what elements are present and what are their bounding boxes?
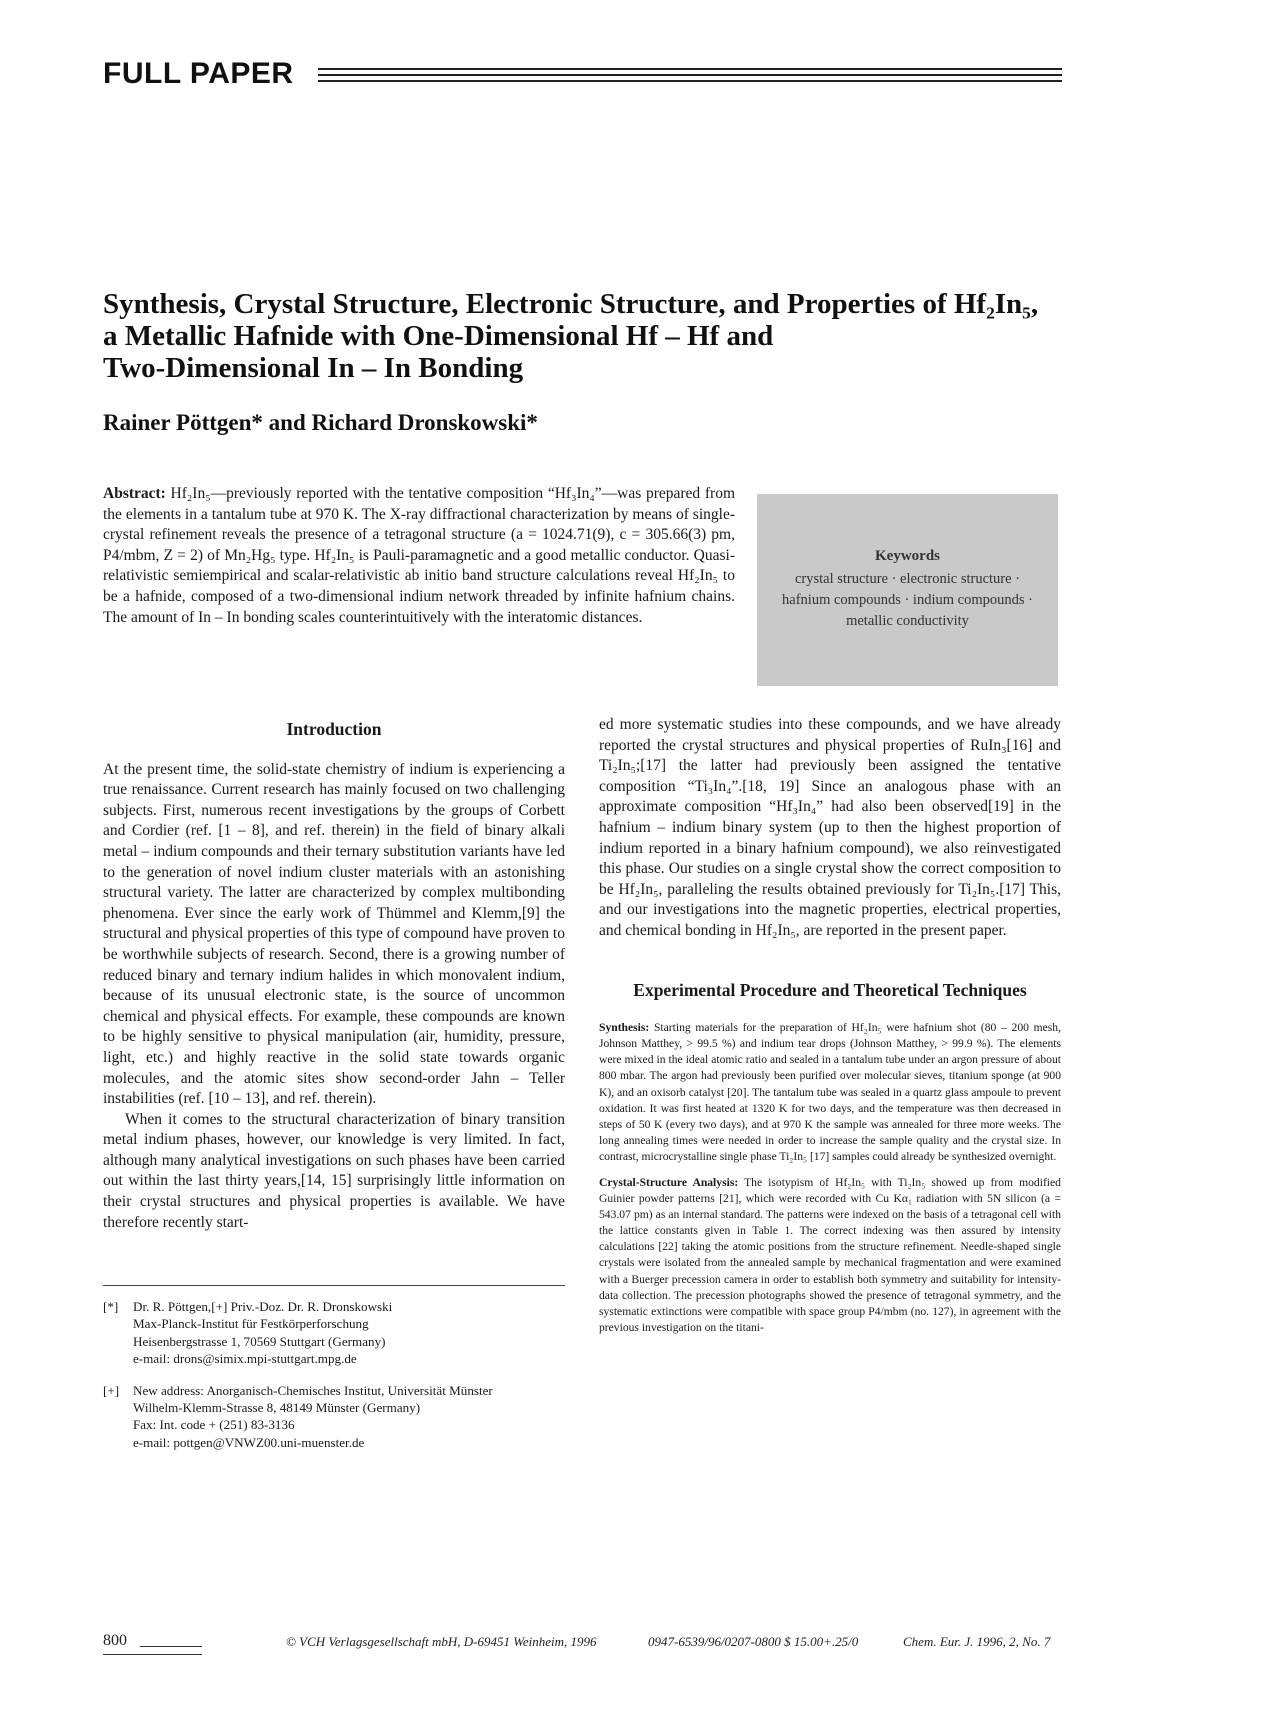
footnote-author <box>103 1298 565 1368</box>
page-number-rule <box>140 1646 202 1647</box>
footnote-line: Dr. R. Pöttgen,[+] Priv.-Doz. Dr. R. Dronskowski <box>133 1299 393 1314</box>
footnote-line: Wilhelm-Klemm-Strasse 8, 48149 Münster (Germany) <box>133 1400 421 1416</box>
intro-paragraph-2-continued: ed more systematic studies into these compounds, and we have already reported the crystal structures and physical properties of RuIn₃[16] and Ti₂In₅;[17] the latter had previously been assigned the tentative composition “Ti₃In₄”.[18, 19] Since an analogous phase with an approximate composition “Hf₃In₄” had also been observed[19] in the hafnium – indium binary system (up to then the highest proportion of indium reported in a binary hafnium compound), we also reinvestigated this phase. Our studies on a single crystal show the correct composition to be Hf₂In₅, paralleling the results obtained previously for Ti₂In₅.[17] This, and our investigations into the magnetic properties, electrical properties, and chemical bonding in Hf₂In₅, are reported in the present paper. <box>599 716 1061 939</box>
footnote-line: New address: Anorganisch-Chemisches Institut, Universität Münster <box>133 1382 493 1398</box>
crystal-structure-paragraph <box>599 1175 1061 1336</box>
footnote-line: e-mail: drons@simix.mpi-stuttgart.mpg.de <box>133 1351 357 1367</box>
right-column <box>599 715 1061 1344</box>
title-line-3: Two-Dimensional In – In Bonding <box>103 352 524 384</box>
keywords-box <box>757 494 1058 686</box>
left-column <box>103 715 565 1233</box>
abstract <box>103 484 735 628</box>
crystal-structure-label: Crystal-Structure Analysis: <box>599 1175 739 1189</box>
footnote-line: Fax: Int. code + (251) 83-3136 <box>133 1417 295 1433</box>
authors: Rainer Pöttgen* and Richard Dronskowski* <box>103 410 538 435</box>
footnote-mark: [*] <box>103 1299 119 1314</box>
footnotes <box>103 1284 565 1451</box>
header-rules <box>318 68 1062 92</box>
synthesis-label: Synthesis: <box>599 1021 650 1035</box>
page-number: 800 <box>103 1632 127 1649</box>
title-line-2: a Metallic Hafnide with One-Dimensional Hf – Hf and <box>103 320 774 352</box>
intro-paragraph-1: At the present time, the solid-state chemistry of indium is experiencing a true renaissance. Current research has mainly focused on two challenging subjects. First, numerous recent investigations by the groups of Corbett and Cordier (ref. [1 – 8], and ref. therein) in the field of binary alkali metal – indium compounds and their ternary substitution variants have led to the generation of novel indium cluster materials with an astonishing structural variety. The latter are characterized by complex multibonding phenomena. Ever since the early work of Thümmel and Klemm,[9] the structural and physical properties of this type of compound have proven to be worthwhile subjects of research. Second, there is a growing number of reduced binary and ternary indium halides in which monovalent indium, because of its unusual electronic state, is the source of uncommon chemical and physical effects. For example, these compounds are known to be highly sensitive to physical manipulation (air, humidity, pressure, light, etc.) and highly reactive in the solid state towards organic molecules, and the atomic sites show second-order Jahn – Teller instabilities (ref. [10 – 13], and ref. therein). <box>103 760 565 1108</box>
footnote-mark: [+] <box>103 1382 120 1398</box>
crystal-structure-text: The isotypism of Hf₂In₅ with Ti₂In₅ showed up from modified Guinier powder patterns [21], which were recorded with Cu Kα₁ radiation with 5N silicon (a = 543.07 pm) as an internal standard. The patterns were indexed on the basis of a tetragonal cell with the lattice constants given in Table 1. The correct indexing was then assured by intensity calculations [22] taking the atomic positions from the structure refinement. Needle-shaped single crystals were isolated from the annealed sample by mechanical fragmentation and were examined with a Buerger precession camera in order to establish both symmetry and suitability for intensity-data collection. The precession photographs showed the presence of tetragonal symmetry, and the systematic extinctions were compatible with space group P4/mbm (no. 127), in agreement with the previous investigation on the titani- <box>599 1175 1061 1334</box>
abstract-text: Hf₂In₅—previously reported with the tentative composition “Hf₃In₄”—was prepared from the elements in a tantalum tube at 970 K. The X-ray diffractional characterization by means of single-crystal refinement reveals the presence of a tetragonal structure (a = 1024.71(9), c = 305.66(3) pm, P4/mbm, Z = 2) of Mn₂Hg₅ type. Hf₂In₅ is Pauli-paramagnetic and a good metallic conductor. Quasi-relativistic semiempirical and scalar-relativistic ab initio band structure calculations reveal Hf₂In₅ to be a hafnide, composed of a two-dimensional indium network threaded by infinite hafnium chains. The amount of In – In bonding scales counterintuitively with the interatomic distances. <box>103 485 735 626</box>
publisher-line: © VCH Verlagsgesellschaft mbH, D-69451 Weinheim, 1996 <box>286 1634 597 1649</box>
abstract-label: Abstract: <box>103 485 166 502</box>
keywords-title: Keywords <box>875 548 940 564</box>
introduction-heading: Introduction <box>286 719 382 739</box>
page-number-underline <box>103 1654 202 1655</box>
footnote-line: Max-Planck-Institut für Festkörperforschung <box>133 1316 369 1332</box>
intro-paragraph-2: When it comes to the structural characterization of binary transition metal indium phases, however, our knowledge is very limited. In fact, although many analytical investigations on such phases have been carried out within the last thirty years,[14, 15] surprisingly little information on their crystal structures and physical properties is available. We have therefore recently start- <box>103 1110 565 1231</box>
paper-title <box>103 288 1103 384</box>
synthesis-text: Starting materials for the preparation of Hf₂In₅ were hafnium shot (80 – 200 mesh, Johnson Matthey, > 99.5 %) and indium tear drops (Johnson Matthey, > 99.9 %). The elements were mixed in the ideal atomic ratio and sealed in a tantalum tube under an argon pressure of about 800 mbar. The argon had previously been purified over molecular sieves, titanium sponge (at 900 K), and an oxisorb catalyst [20]. The tantalum tube was sealed in a quartz glass ampoule to prevent oxidation. It was first heated at 1320 K for two days, and the temperature was then decreased in steps of 50 K (every two days), and at 970 K the sample was annealed for three more weeks. The long annealing times were needed in order to increase the sample quality and the crystal size. In contrast, microcrystalline single phase Ti₂In₅ [17] samples could already be synthesized overnight. <box>599 1021 1061 1163</box>
footnote-line: Heisenbergstrasse 1, 70569 Stuttgart (Germany) <box>133 1333 386 1349</box>
synthesis-paragraph <box>599 1020 1061 1165</box>
keywords-list: crystal structure · electronic structure · hafnium compounds · indium compounds · metallic conductivity <box>782 571 1033 629</box>
page-footer <box>103 1632 1063 1654</box>
journal-citation: Chem. Eur. J. 1996, 2, No. 7 <box>903 1634 1051 1649</box>
footnote-line: e-mail: pottgen@VNWZ00.uni-muenster.de <box>133 1434 365 1450</box>
title-line-1: Synthesis, Crystal Structure, Electronic Structure, and Properties of Hf₂In₅, <box>103 288 1039 320</box>
issn-code: 0947-6539/96/0207-0800 $ 15.00+.25/0 <box>648 1634 859 1649</box>
experimental-heading: Experimental Procedure and Theoretical Techniques <box>633 979 1027 1000</box>
footnote-new-address <box>103 1382 565 1452</box>
section-label: FULL PAPER <box>103 57 294 90</box>
